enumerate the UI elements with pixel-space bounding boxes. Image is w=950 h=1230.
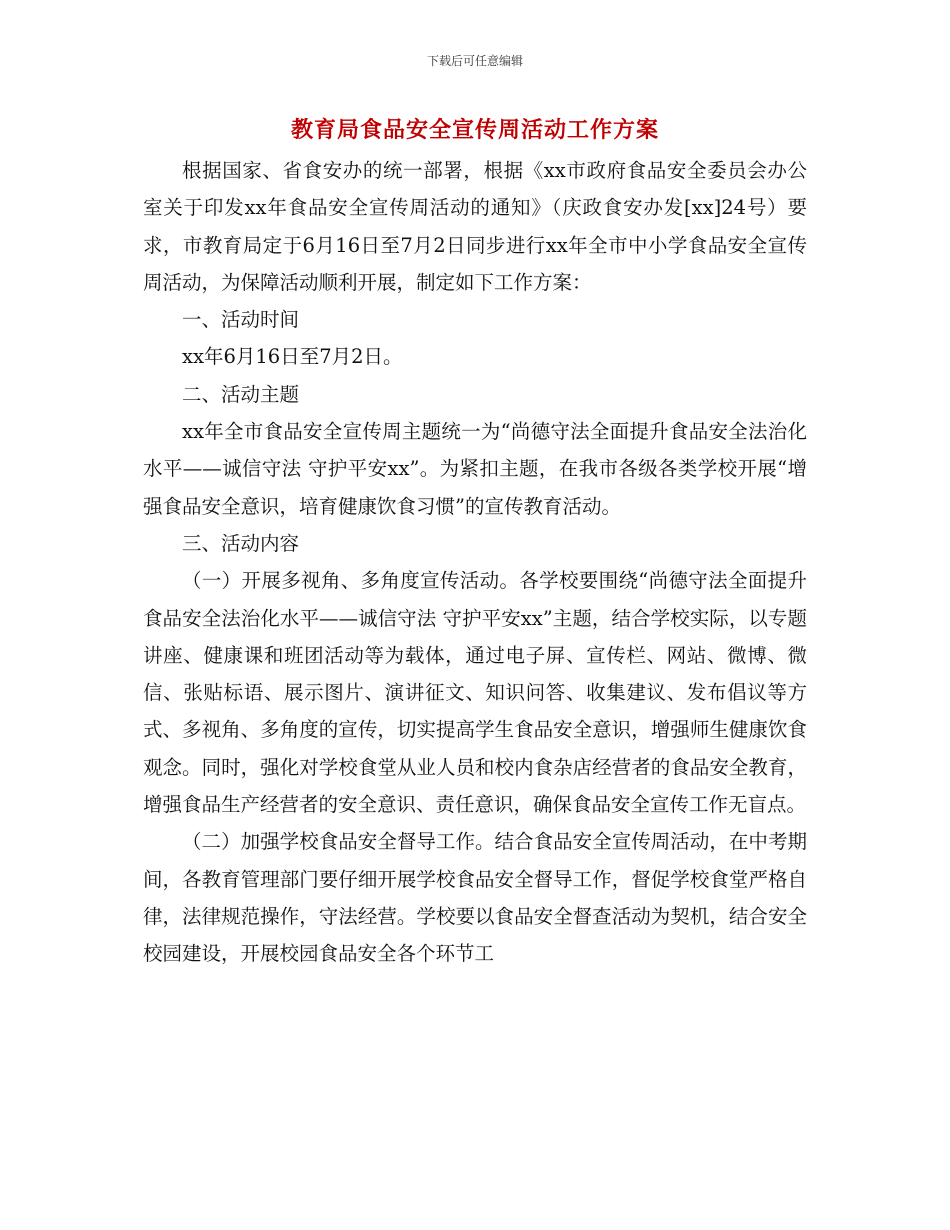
paragraph-content-1: （一）开展多视角、多角度宣传活动。各学校要围绕“尚德守法全面提升食品安全法治化水平——诚信守法 守护平安xx”主题，结合学校实际，以专题讲座、健康课和班团活动等为载体，通过电子屏、宣传栏、网站、微博、微信、张贴标语、展示图片、演讲征文、知识问答、收集建议、发布倡议等方式、多视角、多角度的宣传，切实提高学生食品安全意识，增强师生健康饮食观念。同时，强化对学校食堂从业人员和校内食杂店经营者的食品安全教育，增强食品生产经营者的安全意识、责任意识，确保食品安全宣传工作无盲点。 (143, 569, 807, 817)
section-heading-content: 三、活动内容 (182, 531, 300, 555)
section-heading-time: 一、活动时间 (182, 308, 300, 332)
paragraph-theme: xx年全市食品安全宣传周主题统一为“尚德守法全面提升食品安全法治化水平——诚信守法 守护平安xx”。为紧扣主题，在我市各级各类学校开展“增强食品安全意识，培育健康饮食习惯”的宣传教育活动。 (143, 420, 807, 518)
document-body (143, 152, 807, 973)
section-heading-theme: 二、活动主题 (182, 382, 300, 406)
paragraph-time: xx年6月16日至7月2日。 (182, 345, 403, 369)
intro-paragraph: 根据国家、省食安办的统一部署，根据《xx市政府食品安全委员会办公室关于印发xx年食品安全宣传周活动的通知》（庆政食安办发[xx]24号）要求，市教育局定于6月16日至7月2日同步进行xx年全市中小学食品安全宣传周活动，为保障活动顺利开展，制定如下工作方案： (143, 159, 807, 294)
paragraph-content-2: （二）加强学校食品安全督导工作。结合食品安全宣传周活动，在中考期间，各教育管理部门要仔细开展学校食品安全督导工作，督促学校食堂严格自律，法律规范操作，守法经营。学校要以食品安全督查活动为契机，结合安全校园建设，开展校园食品安全各个环节工 (143, 830, 807, 966)
document-title: 教育局食品安全宣传周活动工作方案 (290, 118, 659, 143)
page-header-note: 下载后可任意编辑 (426, 54, 523, 68)
